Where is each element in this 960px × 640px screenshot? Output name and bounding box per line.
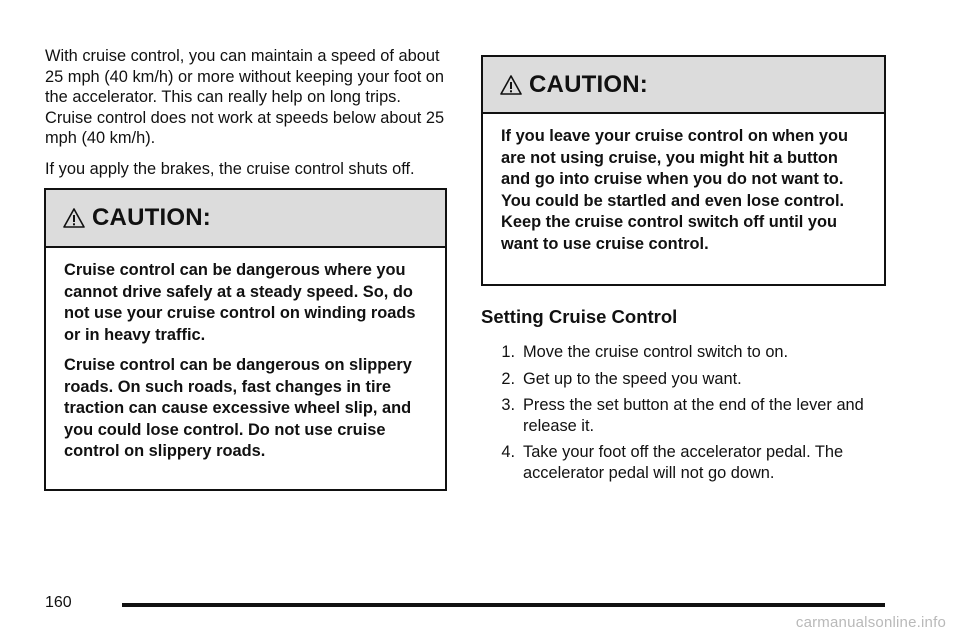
step-number: 3.	[501, 396, 515, 414]
step-number: 2.	[501, 369, 515, 388]
caution-body	[483, 114, 884, 274]
caution-header	[483, 57, 884, 114]
brakes-paragraph: If you apply the brakes, the cruise control shuts off.	[45, 159, 415, 178]
warning-icon	[499, 74, 523, 96]
left-column	[45, 46, 447, 189]
step-number: 1.	[501, 343, 515, 361]
footer-rule	[122, 603, 885, 607]
intro-paragraph: With cruise control, you can maintain a speed of about 25 mph (40 km/h) or more without keeping your foot on the accelerator. This can really help on long trips. Cruise control does not work at speeds below about 25 mph (40 km/h).	[45, 47, 445, 147]
caution-box-right	[481, 55, 886, 286]
caution-title: CAUTION:	[529, 70, 648, 98]
warning-icon	[62, 207, 86, 229]
caution-header	[46, 190, 445, 248]
right-column	[481, 55, 886, 489]
list-item	[481, 342, 886, 363]
step-text: Get up to the speed you want.	[523, 369, 742, 388]
section-heading: Setting Cruise Control	[481, 306, 678, 327]
caution-body	[46, 248, 445, 482]
list-item	[481, 395, 886, 436]
page-number: 160	[45, 594, 72, 611]
watermark-text: carmanualsonline.info	[795, 614, 946, 631]
caution-text: Cruise control can be dangerous on slippery roads. On such roads, fast changes in tire traction can cause excessive wheel slip, and you could lose control. Do not use cruise control on slippery roads.	[64, 356, 412, 460]
caution-text: If you leave your cruise control on when you are not using cruise, you might hit a button and go into cruise when you do not want to. You could be startled and even lose control. Keep the cruise control switch off until you want to use cruise control.	[501, 127, 849, 253]
step-text: Move the cruise control switch to on.	[523, 343, 789, 361]
caution-title: CAUTION:	[92, 204, 211, 231]
step-number: 4.	[501, 443, 515, 461]
list-item	[481, 369, 886, 390]
step-text: Take your foot off the accelerator pedal. The accelerator pedal will not go down.	[523, 443, 844, 482]
caution-box-left	[44, 188, 447, 491]
list-item	[481, 442, 886, 483]
caution-text: Cruise control can be dangerous where you cannot drive safely at a steady speed. So, do not use your cruise control on winding roads or in heavy traffic.	[64, 261, 416, 344]
step-text: Press the set button at the end of the lever and release it.	[523, 396, 864, 435]
steps-list	[481, 342, 886, 483]
